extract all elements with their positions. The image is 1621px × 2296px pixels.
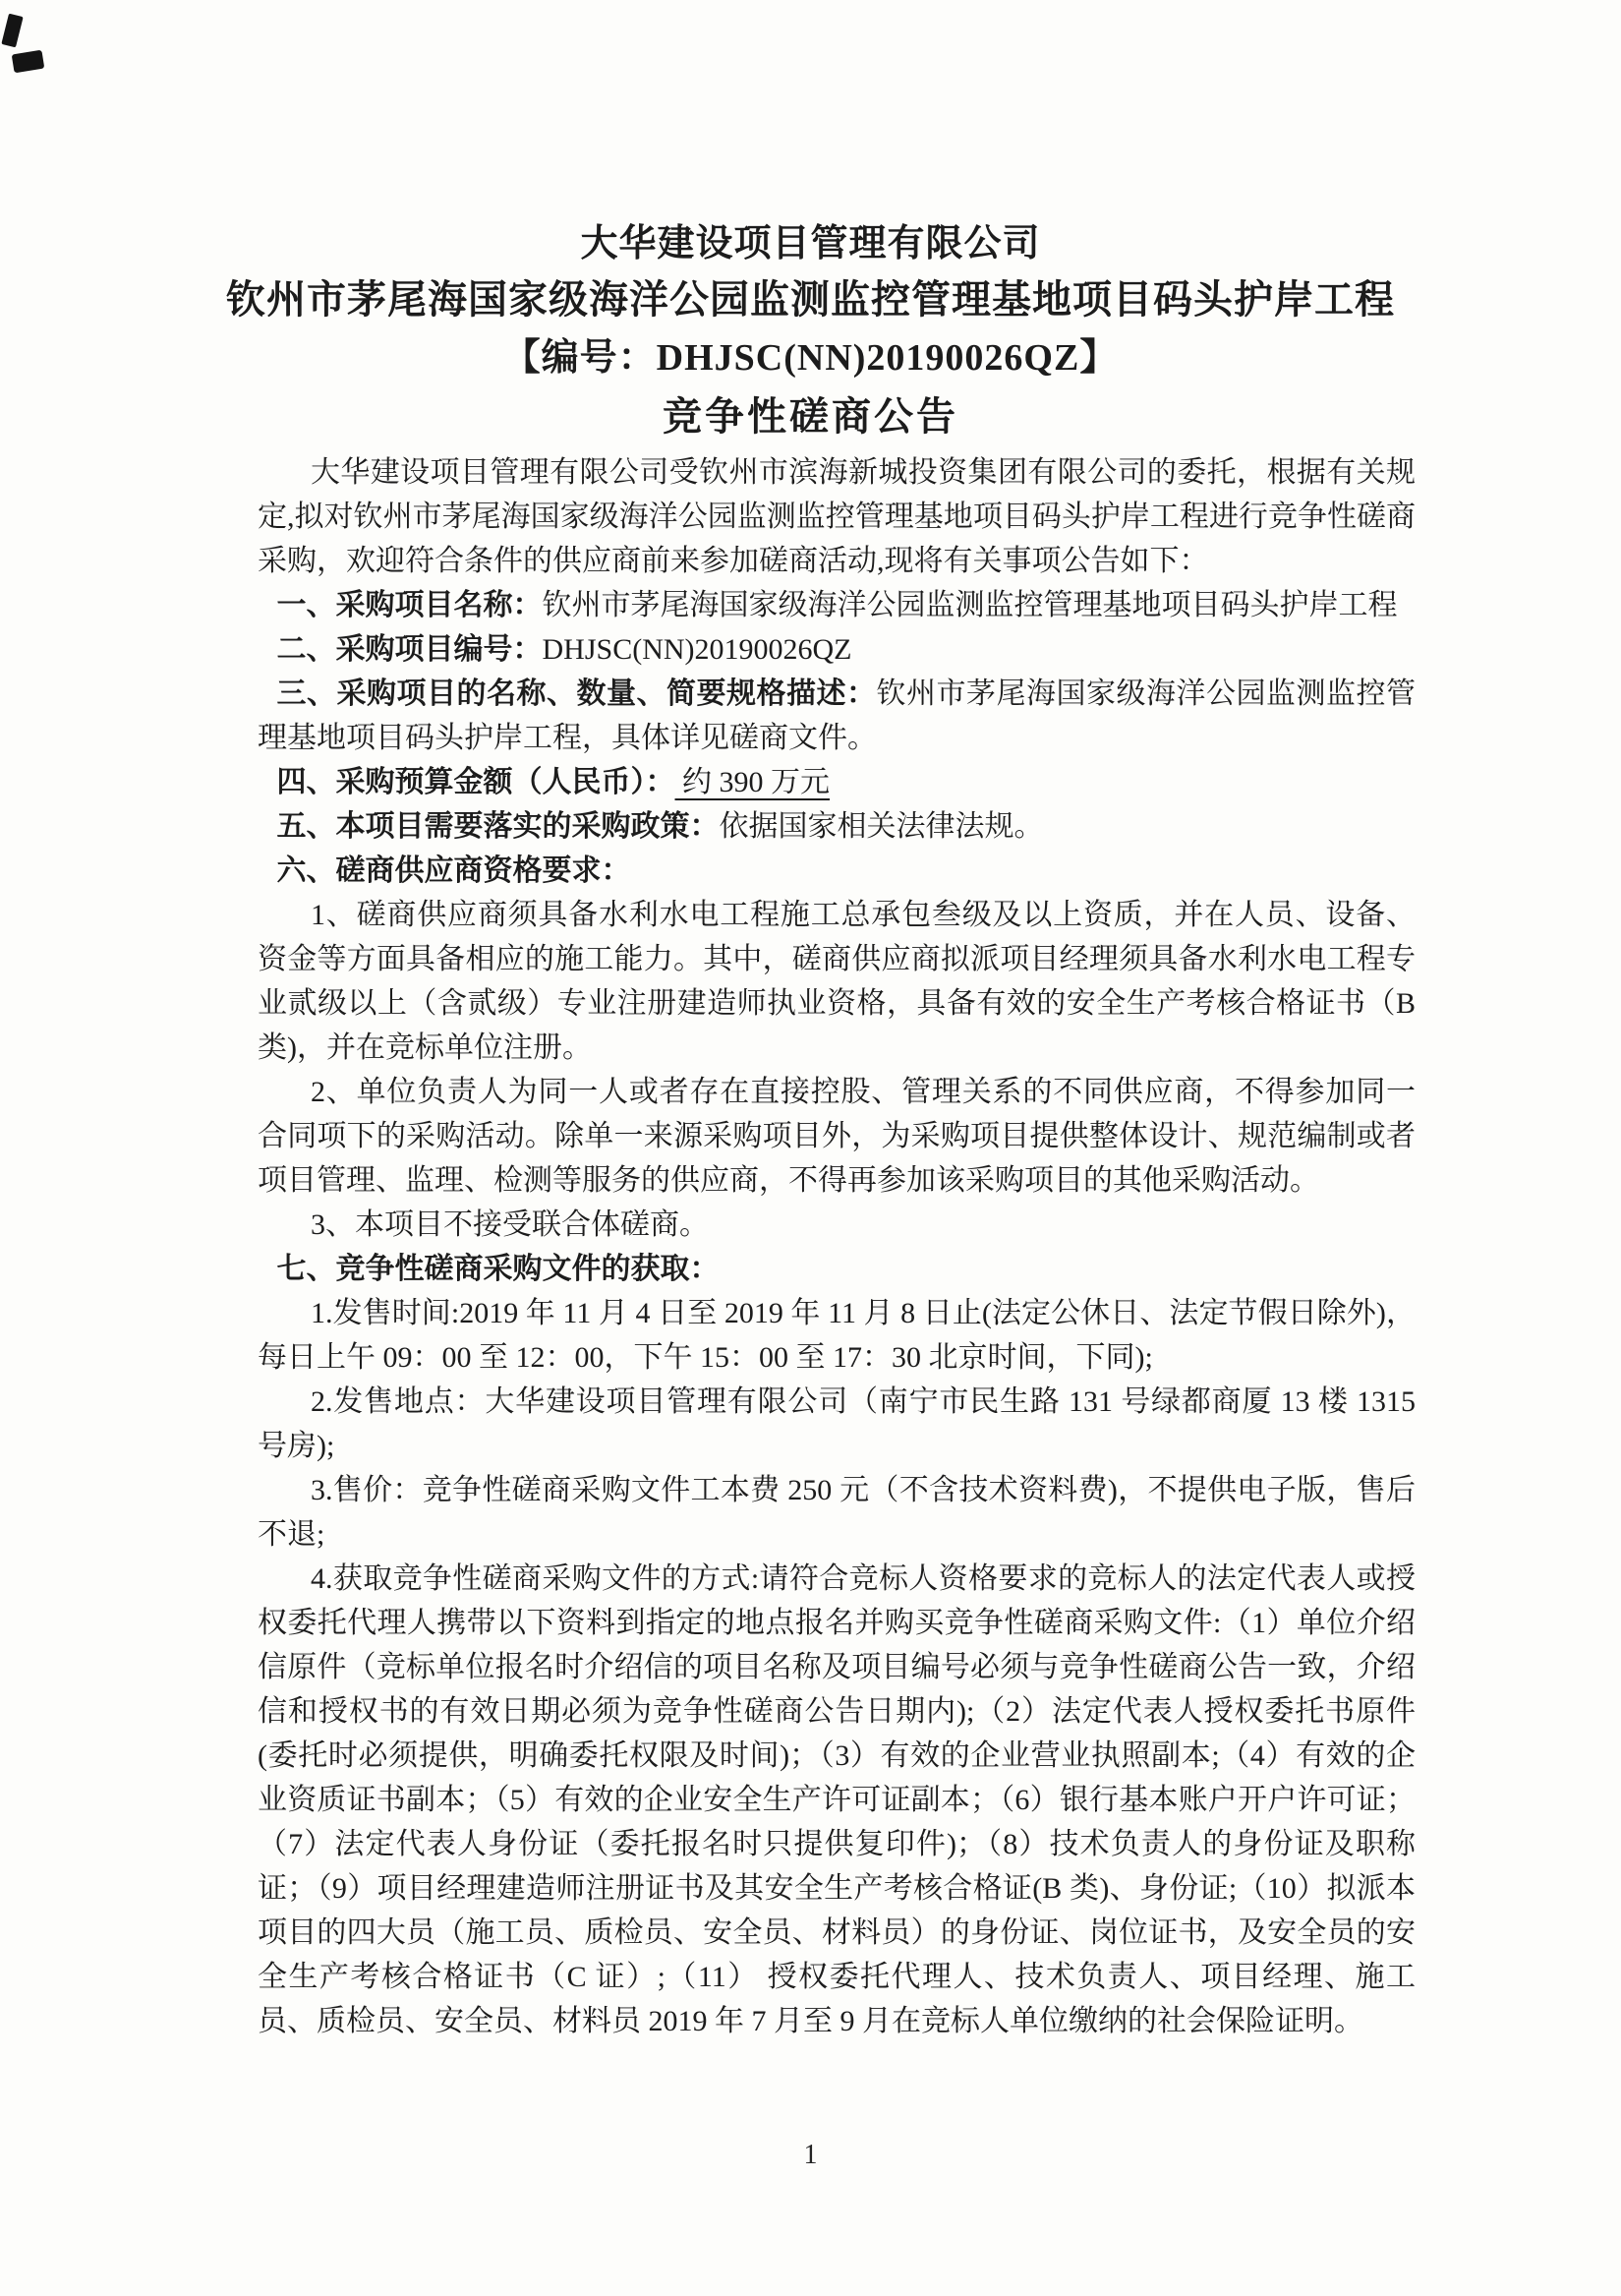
paragraph xyxy=(258,450,1416,583)
paragraph xyxy=(258,804,1416,849)
paragraph-text: 1、磋商供应商须具备水利水电工程施工总承包叁级及以上资质，并在人员、设备、资金等方面具备相应的施工能力。其中，磋商供应商拟派项目经理须具备水利水电工程专业贰级以上（含贰级）专业注册建造师执业资格，具备有效的安全生产考核合格证书（B 类)，并在竞标单位注册。 xyxy=(258,899,1416,1064)
paragraph-text: 3.售价：竞争性磋商采购文件工本费 250 元（不含技术资料费)，不提供电子版，售后不退; xyxy=(258,1474,1416,1551)
document-title-line: 钦州市茅尾海国家级海洋公园监测监控管理基地项目码头护岸工程 xyxy=(226,277,1395,322)
paragraph-text: 钦州市茅尾海国家级海洋公园监测监控管理基地项目码头护岸工程，具体详见磋商文件。 xyxy=(258,677,1416,754)
paragraph-text: 依据国家相关法律法规。 xyxy=(719,810,1044,843)
document-header xyxy=(0,216,1621,446)
paragraph-text: 3、本项目不接受联合体磋商。 xyxy=(311,1208,709,1241)
paragraph xyxy=(258,1070,1416,1203)
paragraph xyxy=(258,760,1416,804)
paragraph-label: 一、采购项目名称： xyxy=(276,589,543,621)
document-body xyxy=(258,450,1416,2043)
paragraph-label: 二、采购项目编号： xyxy=(276,633,543,666)
paragraph-label: 七、竞争性磋商采购文件的获取： xyxy=(276,1253,720,1285)
paragraph-text: DHJSC(NN)20190026QZ xyxy=(542,633,852,666)
paragraph-text: 钦州市茅尾海国家级海洋公园监测监控管理基地项目码头护岸工程 xyxy=(542,589,1398,621)
paragraph-text: 4.获取竞争性磋商采购文件的方式:请符合竞标人资格要求的竞标人的法定代表人或授权委托代理人携带以下资料到指定的地点报名并购买竞争性磋商采购文件:（1）单位介绍信原件（竞标单位报名时介绍信的项目名称及项目编号必须与竞争性磋商公告一致，介绍信和授权书的有效日期必须为竞争性磋商公告日期内);（2）法定代表人授权委托书原件(委托时必须提供，明确委托权限及时间)；（3）有效的企业营业执照副本;（4）有效的企业资质证书副本；（5）有效的企业安全生产许可证副本；（6）银行基本账户开户许可证；（7）法定代表人身份证（委托报名时只提供复印件)；（8）技术负责人的身份证及职称证；（9）项目经理建造师注册证书及其安全生产考核合格证(B 类)、身份证;（10）拟派本项目的四大员（施工员、质检员、安全员、材料员）的身份证、岗位证书，及安全员的安全生产考核合格证书（C 证）;（11） 授权委托代理人、技术负责人、项目经理、施工员、质检员、安全员、材料员 2019 年 7 月至 9 月在竞标人单位缴纳的社会保险证明。 xyxy=(258,1562,1416,2037)
paragraph xyxy=(258,1380,1416,1468)
paragraph xyxy=(258,1468,1416,1557)
paragraph xyxy=(258,1291,1416,1380)
paragraph-text: 大华建设项目管理有限公司受钦州市滨海新城投资集团有限公司的委托，根据有关规定,拟对钦州市茅尾海国家级海洋公园监测监控管理基地项目码头护岸工程进行竞争性磋商采购，欢迎符合条件的供应商前来参加磋商活动,现将有关事项公告如下： xyxy=(258,456,1416,577)
scan-artifact xyxy=(1,14,23,48)
document-title-line: 【编号：DHJSC(NN)20190026QZ】 xyxy=(502,337,1119,379)
paragraph-text: 1.发售时间:2019 年 11 月 4 日至 2019 年 11 月 8 日止(法定公休日、法定节假日除外)，每日上午 09：00 至 12：00，下午 15：00 至 17：30 北京时间，下同); xyxy=(258,1297,1416,1374)
paragraph xyxy=(258,1203,1416,1247)
paragraph-label: 三、采购项目的名称、数量、简要规格描述： xyxy=(276,677,877,710)
paragraph xyxy=(258,672,1416,760)
underlined-value: 约 390 万元 xyxy=(674,766,830,798)
paragraph xyxy=(258,1247,1416,1291)
paragraph xyxy=(258,627,1416,672)
paragraph-label: 五、本项目需要落实的采购政策： xyxy=(276,810,720,843)
paragraph-text: 2.发售地点：大华建设项目管理有限公司（南宁市民生路 131 号绿都商厦 13 楼 1315 号房); xyxy=(258,1385,1416,1462)
paragraph-text: 2、单位负责人为同一人或者存在直接控股、管理关系的不同供应商，不得参加同一合同项下的采购活动。除单一来源采购项目外，为采购项目提供整体设计、规范编制或者项目管理、监理、检测等服务的供应商，不得再参加该采购项目的其他采购活动。 xyxy=(258,1076,1416,1197)
paragraph xyxy=(258,893,1416,1070)
paragraph-label: 四、采购预算金额（人民币）： xyxy=(276,766,675,798)
page-number: 1 xyxy=(803,2140,818,2170)
scan-artifact xyxy=(12,50,45,74)
paragraph-label: 六、磋商供应商资格要求： xyxy=(276,854,631,887)
paragraph xyxy=(258,849,1416,893)
document-title-line: 大华建设项目管理有限公司 xyxy=(580,223,1041,265)
paragraph xyxy=(258,1557,1416,2043)
paragraph xyxy=(258,583,1416,627)
document-title-line: 竞争性磋商公告 xyxy=(663,394,958,439)
